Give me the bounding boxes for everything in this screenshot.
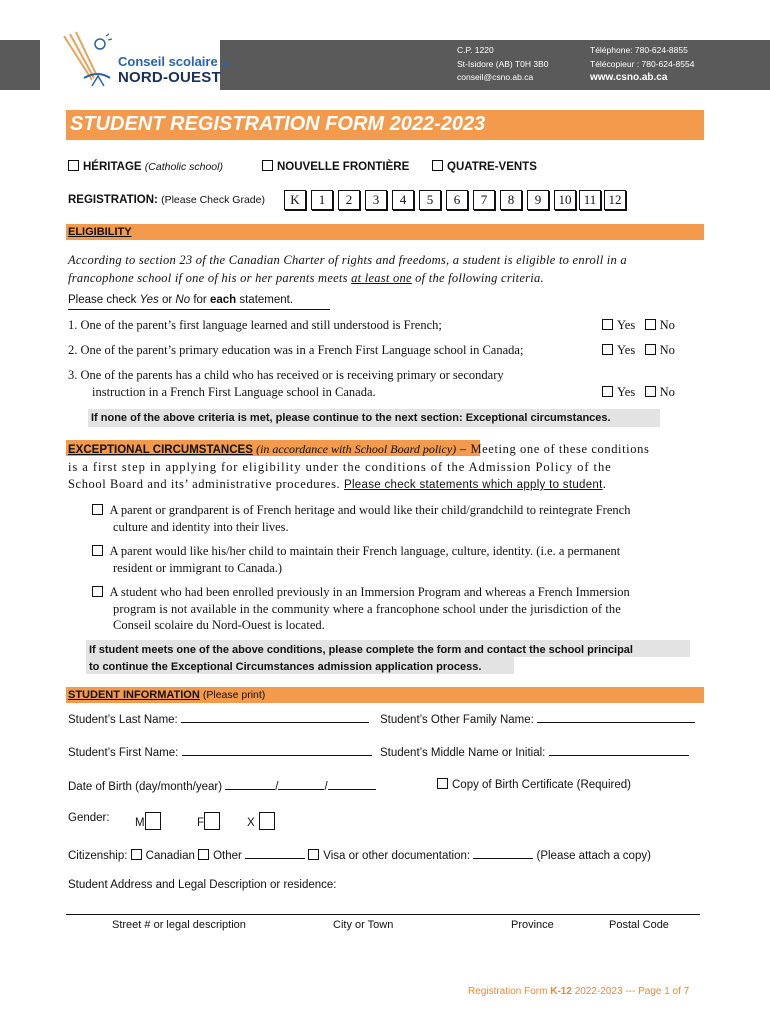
checkbox-icon[interactable] [602,386,613,397]
grade-box-11[interactable]: 11 [579,190,601,210]
instruction-underline [68,309,330,310]
school-nouvelle-frontiere[interactable]: NOUVELLE FRONTIÈRE [262,160,409,173]
checkbox-icon[interactable] [262,160,273,171]
grade-boxes [284,190,626,210]
checkbox-icon[interactable] [198,849,209,860]
q3-answers: Yes No [602,385,675,400]
checkbox-icon[interactable] [645,386,656,397]
exceptional-line-1: EXCEPTIONAL CIRCUMSTANCES (in accordance with School Board policy) – Meeting one of these conditions [68,442,650,456]
checkbox-icon[interactable] [204,812,220,830]
first-name-field[interactable]: Student’s First Name: [68,744,372,759]
grade-box-9[interactable]: 9 [527,190,549,210]
question-3-line-1: 3. One of the parents has a child who has received or is receiving primary or secondary [68,368,504,382]
exceptional-line-2: is a first step in applying for eligibility under the conditions of the Admission Policy of the [68,460,612,474]
exceptional-item-2: A parent would like his/her child to maintain their French language, culture, identity. (i.e. a permanent resident or immigrant to Canada.) [92,543,620,576]
exceptional-item-3: A student who had been enrolled previously in an Immersion Program and whereas a French Immersion program is not available in the community where a francophone school under the jurisdiction of the Conseil scolaire du Nord-Ouest is located. [92,584,630,634]
gender-m[interactable]: M [135,812,161,830]
grade-box-6[interactable]: 6 [446,190,468,210]
registration-label: REGISTRATION: (Please Check Grade) [68,194,265,206]
grade-box-10[interactable]: 10 [554,190,576,210]
header-contact: Téléphone: 780-624-8855 Télécopieur : 780-624-8554 www.csno.ab.ca [590,45,695,83]
address-city-label: City or Town [333,919,394,931]
checkbox-icon[interactable] [145,812,161,830]
last-name-field[interactable]: Student’s Last Name: [68,711,369,726]
address-postal-label: Postal Code [609,919,669,931]
logo-icon [62,30,122,88]
eligibility-intro: According to section 23 of the Canadian Charter of rights and freedoms, a student is eligible to enroll in a francophone school if one of his or her parents meets at least one of the following criteria. [68,253,627,285]
address-street-label: Street # or legal description [112,919,246,931]
question-1: 1. One of the parent’s first language learned and still understood is French; [68,318,442,332]
other-family-name-field[interactable]: Student’s Other Family Name: [380,711,695,726]
checkbox-icon[interactable] [92,586,103,597]
grade-box-12[interactable]: 12 [604,190,626,210]
checkbox-icon[interactable] [131,849,142,860]
checkbox-icon[interactable] [602,319,613,330]
address-label: Student Address and Legal Description or residence: [68,879,337,891]
exceptional-item-1: A parent or grandparent is of French heritage and would like their child/grandchild to reintegrate French culture and identity into their lives. [92,502,630,535]
grade-box-5[interactable]: 5 [419,190,441,210]
q2-answers: Yes No [602,343,675,358]
header-address: C.P. 1220 St-Isidore (AB) T0H 3B0 conseil@csno.ab.ca [457,45,549,82]
address-province-label: Province [511,919,554,931]
student-info-heading: STUDENT INFORMATION (Please print) [68,689,266,701]
eligibility-bar [66,224,704,240]
dob-field[interactable]: Date of Birth (day/month/year) / / [68,778,376,793]
checkbox-icon[interactable] [432,160,443,171]
grade-box-1[interactable]: 1 [311,190,333,210]
checkbox-icon[interactable] [645,319,656,330]
eligibility-heading: ELIGIBILITY [68,226,132,238]
grade-box-8[interactable]: 8 [500,190,522,210]
school-quatre-vents[interactable]: QUATRE-VENTS [432,160,537,173]
checkbox-icon[interactable] [92,545,103,556]
page-footer: Registration Form K-12 2022-2023 --- Page 1 of 7 [468,986,690,997]
question-3-line-2: instruction in a French First Language school in Canada. [92,385,376,399]
grade-box-2[interactable]: 2 [338,190,360,210]
checkbox-icon[interactable] [308,849,319,860]
birth-certificate-check[interactable]: Copy of Birth Certificate (Required) [437,778,631,791]
eligibility-instruction: Please check Yes or No for each statement. [68,294,294,306]
form-title: STUDENT REGISTRATION FORM 2022-2023 [70,113,486,135]
address-line[interactable] [66,914,700,915]
checkbox-icon[interactable] [437,778,448,789]
gender-label: Gender: [68,812,110,824]
exceptional-line-3: School Board and its’ administrative procedures. Please check statements which apply to student. [68,477,607,491]
checkbox-icon[interactable] [92,504,103,515]
checkbox-icon[interactable] [68,160,79,171]
gender-f[interactable]: F [197,812,220,830]
grade-box-7[interactable]: 7 [473,190,495,210]
question-2: 2. One of the parent’s primary education was in a French First Language school in Canada; [68,343,524,357]
checkbox-icon[interactable] [602,344,613,355]
logo-line-1: Conseil scolaire du [118,54,230,69]
grade-box-k[interactable]: K [284,190,306,210]
citizenship-row: Citizenship: Canadian Other Visa or other documentation: (Please attach a copy) [68,847,651,862]
logo-line-2: NORD-OUEST [118,69,221,86]
middle-name-field[interactable]: Student’s Middle Name or Initial: [380,744,689,759]
eligibility-note: If none of the above criteria is met, please continue to the next section: Exceptional circumstances. [91,412,611,424]
grade-box-4[interactable]: 4 [392,190,414,210]
school-heritage[interactable]: HÉRITAGE (Catholic school) [68,160,223,173]
grade-box-3[interactable]: 3 [365,190,387,210]
checkbox-icon[interactable] [645,344,656,355]
gender-x[interactable]: X [247,812,275,830]
q1-answers: Yes No [602,318,675,333]
exceptional-note: If student meets one of the above conditions, please complete the form and contact the school principal to continue the Exceptional Circumstances admission application process. [89,644,633,673]
checkbox-icon[interactable] [259,812,275,830]
